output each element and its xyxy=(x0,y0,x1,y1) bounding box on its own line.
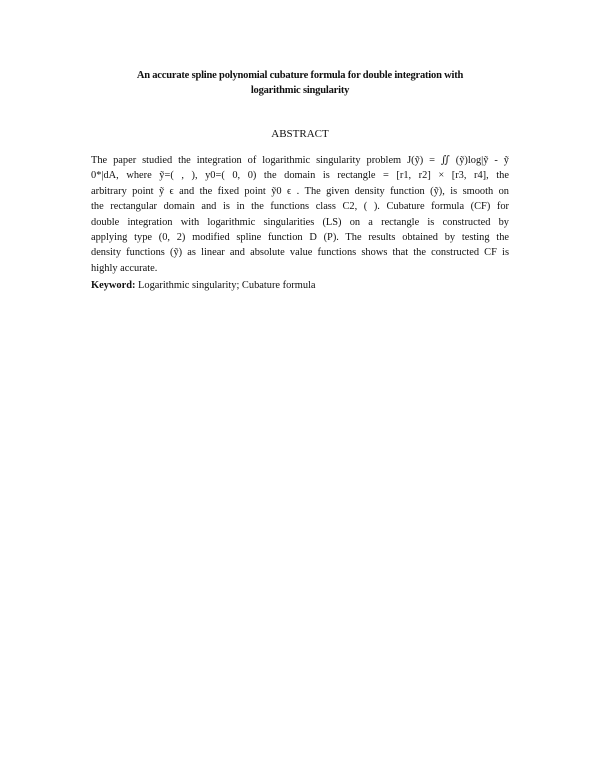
abstract-line-3: arbitrary point ỹ ϵ and the fixed point ỹ0 ϵ . The given density function (ỹ), is smooth on xyxy=(91,185,509,197)
abstract-body xyxy=(91,153,509,276)
keywords xyxy=(91,279,509,293)
keywords-label: Keyword: xyxy=(91,280,136,291)
paper-title-line-1: An accurate spline polynomial cubature formula for double integration with xyxy=(136,70,464,81)
abstract-line-4: the rectangular domain and is in the functions class C2, ( ). Cubature formula (CF) for xyxy=(91,201,509,213)
abstract-line-6: applying type (0, 2) modified spline function D (P). The results obtained by testing the xyxy=(91,231,509,243)
abstract-line-1: The paper studied the integration of logarithmic singularity problem J(ỹ) = ∬ (ỹ)log|ỹ - ỹ xyxy=(91,155,509,166)
keywords-text: Logarithmic singularity; Cubature formula xyxy=(135,280,316,291)
paper-title xyxy=(90,68,510,98)
abstract-line-5: double integration with logarithmic singularities (LS) on a rectangle is constructed by xyxy=(91,216,509,228)
abstract-line-7: density functions (ỹ) as linear and absolute value functions shows that the constructed CF is xyxy=(91,247,509,259)
abstract-line-8: highly accurate. xyxy=(91,262,158,274)
abstract-heading: ABSTRACT xyxy=(271,128,329,140)
abstract-line-2: 0*|dA, where ỹ=( , ), y0=( 0, 0) the domain is rectangle = [r1, r2] × [r3, r4], the xyxy=(91,170,509,182)
paper-title-line-2: logarithmic singularity xyxy=(250,85,350,96)
